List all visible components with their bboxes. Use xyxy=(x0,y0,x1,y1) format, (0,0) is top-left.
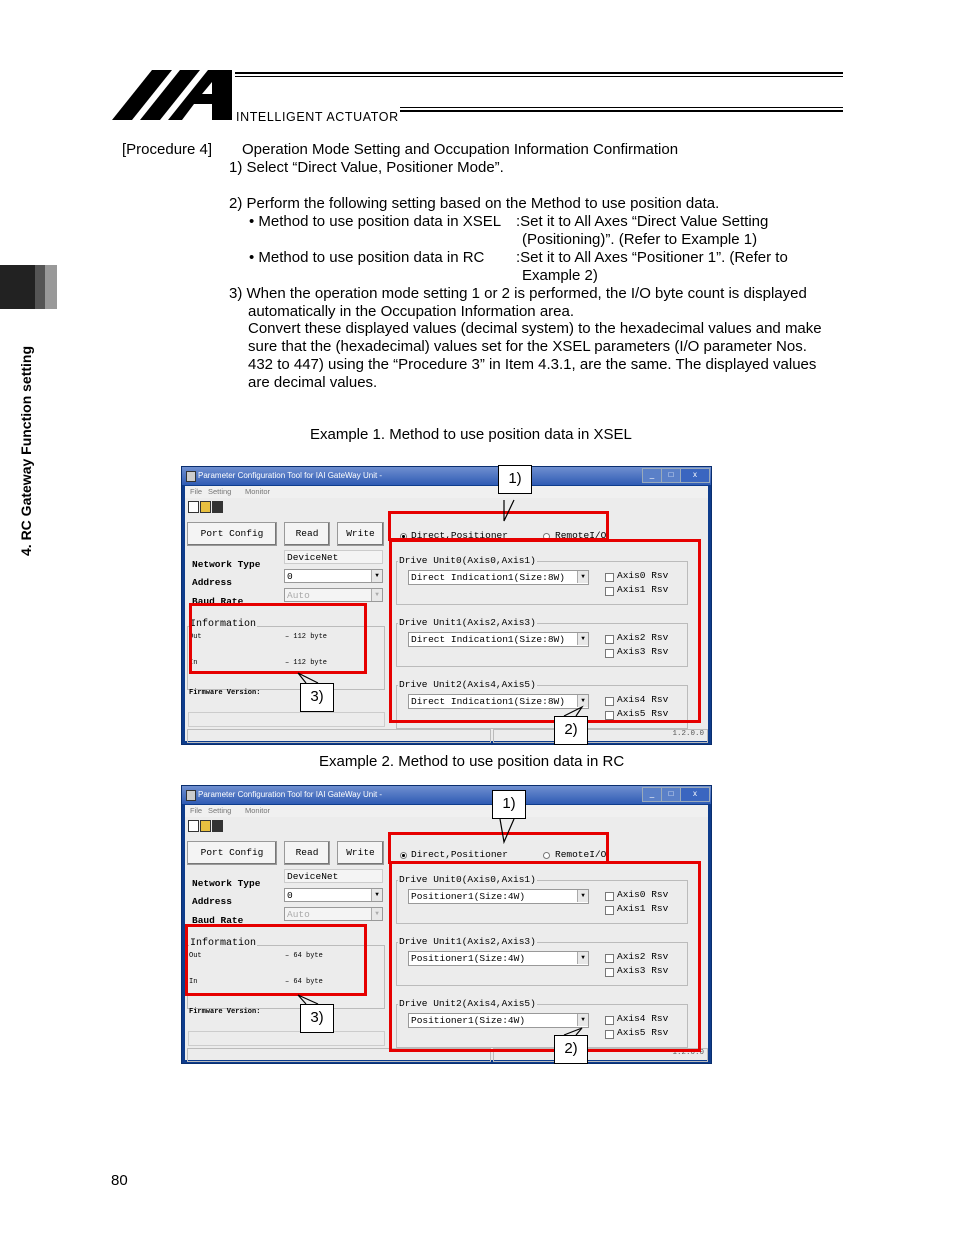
address-value: 0 xyxy=(287,890,293,901)
example-1-caption: Example 1. Method to use position data in XSEL xyxy=(310,426,632,443)
menu-monitor[interactable]: Monitor xyxy=(245,487,271,496)
port-config-button[interactable]: Port Config xyxy=(187,522,277,546)
in-label: In xyxy=(189,978,198,986)
drive-unit-label: Drive Unit2(Axis4,Axis5) xyxy=(399,679,536,690)
firmware-version-label: Firmware Version: xyxy=(189,1008,261,1016)
step-2: 2) Perform the following setting based on the Method to use position data. xyxy=(229,195,720,212)
open-folder-icon[interactable] xyxy=(200,501,211,513)
new-file-icon[interactable] xyxy=(188,820,199,832)
version-text: 1.2.0.0 xyxy=(672,1049,704,1057)
brand-name: INTELLIGENT ACTUATOR xyxy=(236,110,399,124)
iai-logo xyxy=(112,68,234,123)
axis-rsv-label: Axis5 Rsv xyxy=(617,1027,669,1038)
address-value: 0 xyxy=(287,571,293,582)
axis-rsv-label: Axis2 Rsv xyxy=(617,632,669,643)
chevron-down-icon: ▼ xyxy=(371,908,382,920)
chapter-tab xyxy=(0,265,35,309)
chevron-down-icon[interactable]: ▼ xyxy=(577,633,588,645)
save-icon[interactable] xyxy=(212,501,223,513)
menu-setting[interactable]: Setting xyxy=(208,487,232,496)
firmware-panel xyxy=(188,1031,385,1046)
menu-setting[interactable]: Setting xyxy=(208,806,232,815)
network-type-label: Network Type xyxy=(192,559,261,570)
out-label: Out xyxy=(189,952,202,960)
bullet-xsel: • Method to use position data in XSEL xyxy=(249,213,502,230)
chevron-down-icon[interactable]: ▼ xyxy=(577,1014,588,1026)
window-title-bar xyxy=(182,467,711,485)
chapter-tab-shade xyxy=(35,265,45,309)
address-select[interactable] xyxy=(284,888,383,902)
procedure-title: Operation Mode Setting and Occupation Information Confirmation xyxy=(242,141,679,158)
drive-unit-mode-value: Positioner1(Size:4W) xyxy=(411,891,526,902)
chapter-label: 4. RC Gateway Function setting xyxy=(18,345,34,556)
save-icon[interactable] xyxy=(212,820,223,832)
drive-unit-mode-value: Positioner1(Size:4W) xyxy=(411,953,526,964)
radio-remote-io-label: RemoteI/O xyxy=(555,849,607,860)
chevron-down-icon[interactable]: ▼ xyxy=(577,890,588,902)
baud-rate-select xyxy=(284,907,383,921)
highlight-drive-units xyxy=(389,861,701,1052)
bullet-rc: • Method to use position data in RC xyxy=(249,249,485,266)
chapter-tab-shade xyxy=(45,265,57,309)
step-3: 3) When the operation mode setting 1 or 2 is performed, the I/O byte count is displayed xyxy=(229,285,807,302)
baud-rate-label: Baud Rate xyxy=(192,915,244,926)
header-rule xyxy=(400,107,843,108)
baud-rate-select xyxy=(284,588,383,602)
open-folder-icon[interactable] xyxy=(200,820,211,832)
step-3-text: are decimal values. xyxy=(248,374,378,391)
chevron-down-icon[interactable]: ▼ xyxy=(371,570,382,582)
axis-rsv-label: Axis0 Rsv xyxy=(617,570,669,581)
out-byte-value: – 112 byte xyxy=(285,633,328,641)
chevron-down-icon[interactable]: ▼ xyxy=(577,695,588,707)
close-button[interactable]: x xyxy=(680,468,710,483)
step-3-text: automatically in the Occupation Information area. xyxy=(248,303,575,320)
in-byte-value: – 112 byte xyxy=(285,659,328,667)
port-config-button[interactable]: Port Config xyxy=(187,841,277,865)
chevron-down-icon[interactable]: ▼ xyxy=(577,952,588,964)
version-text: 1.2.0.0 xyxy=(672,730,704,738)
bullet-xsel-desc: (Positioning)”. (Refer to Example 1) xyxy=(522,231,758,248)
highlight-drive-units xyxy=(389,539,701,723)
in-label: In xyxy=(189,659,198,667)
drive-unit-mode-value: Direct Indication1(Size:8W) xyxy=(411,696,565,707)
firmware-panel xyxy=(188,712,385,727)
callout-1: 1) xyxy=(492,790,526,819)
drive-unit-label: Drive Unit0(Axis0,Axis1) xyxy=(399,555,536,566)
new-file-icon[interactable] xyxy=(188,501,199,513)
bullet-rc-desc: :Set it to All Axes “Positioner 1”. (Refer to xyxy=(516,249,788,266)
header-rule xyxy=(235,76,843,77)
step-1: 1) Select “Direct Value, Positioner Mode”. xyxy=(229,159,504,176)
firmware-version-label: Firmware Version: xyxy=(189,689,261,697)
highlight-information xyxy=(189,603,367,674)
chevron-down-icon: ▼ xyxy=(371,589,382,601)
read-button[interactable]: Read xyxy=(284,522,330,546)
page-number: 80 xyxy=(111,1172,128,1189)
in-byte-value: – 64 byte xyxy=(285,978,323,986)
drive-unit-label: Drive Unit1(Axis2,Axis3) xyxy=(399,617,536,628)
minimize-button[interactable]: _ xyxy=(642,468,662,483)
window-title-bar xyxy=(182,786,711,804)
step-3-text: sure that the (hexadecimal) values set for the XSEL parameters (I/O parameter Nos. xyxy=(248,338,807,355)
axis-rsv-label: Axis0 Rsv xyxy=(617,889,669,900)
menu-monitor[interactable]: Monitor xyxy=(245,806,271,815)
information-label: Information xyxy=(190,938,257,949)
baud-rate-value: Auto xyxy=(287,909,310,920)
highlight-mode-selection xyxy=(388,832,609,864)
baud-rate-label: Baud Rate xyxy=(192,596,244,607)
network-type-field: DeviceNet xyxy=(284,550,383,564)
drive-unit-mode-value: Direct Indication1(Size:8W) xyxy=(411,634,565,645)
step-3-text: Convert these displayed values (decimal system) to the hexadecimal values and make xyxy=(248,320,822,337)
callout-3: 3) xyxy=(300,683,334,712)
out-byte-value: – 64 byte xyxy=(285,952,323,960)
radio-direct-positioner-label: Direct,Positioner xyxy=(411,530,508,541)
axis-rsv-label: Axis4 Rsv xyxy=(617,1013,669,1024)
status-bar xyxy=(187,729,491,743)
read-button[interactable]: Read xyxy=(284,841,330,865)
bullet-rc-desc: Example 2) xyxy=(522,267,598,284)
network-type-label: Network Type xyxy=(192,878,261,889)
address-select[interactable] xyxy=(284,569,383,583)
maximize-button[interactable]: □ xyxy=(661,468,681,483)
radio-remote-io-label: RemoteI/O xyxy=(555,530,607,541)
write-button[interactable]: Write xyxy=(337,841,384,865)
highlight-mode-selection xyxy=(388,511,609,541)
address-label: Address xyxy=(192,896,232,907)
app-icon xyxy=(186,790,196,801)
axis-rsv-label: Axis5 Rsv xyxy=(617,708,669,719)
minimize-button[interactable]: _ xyxy=(642,787,662,802)
header-rule xyxy=(400,110,843,112)
menu-file[interactable]: File xyxy=(190,806,203,815)
procedure-label: [Procedure 4] xyxy=(122,141,213,158)
axis-rsv-label: Axis1 Rsv xyxy=(617,584,669,595)
maximize-button[interactable]: □ xyxy=(661,787,681,802)
example-2-screenshot xyxy=(181,785,712,1064)
example-2-caption: Example 2. Method to use position data in RC xyxy=(319,753,625,770)
bullet-xsel-desc: :Set it to All Axes “Direct Value Setting xyxy=(516,213,769,230)
chevron-down-icon[interactable]: ▼ xyxy=(577,571,588,583)
drive-unit-mode-value: Direct Indication1(Size:8W) xyxy=(411,572,565,583)
network-type-field: DeviceNet xyxy=(284,869,383,883)
header-rule xyxy=(235,72,843,74)
baud-rate-value: Auto xyxy=(287,590,310,601)
window-title: Parameter Configuration Tool for IAI GateWay Unit - xyxy=(198,790,383,799)
callout-1: 1) xyxy=(498,465,532,494)
app-icon xyxy=(186,471,196,482)
axis-rsv-label: Axis4 Rsv xyxy=(617,694,669,705)
axis-rsv-label: Axis3 Rsv xyxy=(617,965,669,976)
information-label: Information xyxy=(190,619,257,630)
write-button[interactable]: Write xyxy=(337,522,384,546)
radio-direct-positioner-label: Direct,Positioner xyxy=(411,849,508,860)
drive-unit-label: Drive Unit0(Axis0,Axis1) xyxy=(399,874,536,885)
axis-rsv-label: Axis1 Rsv xyxy=(617,903,669,914)
drive-unit-label: Drive Unit1(Axis2,Axis3) xyxy=(399,936,536,947)
callout-2: 2) xyxy=(554,716,588,745)
out-label: Out xyxy=(189,633,202,641)
window-title: Parameter Configuration Tool for IAI GateWay Unit - xyxy=(198,471,383,480)
axis-rsv-label: Axis3 Rsv xyxy=(617,646,669,657)
example-1-screenshot xyxy=(181,466,712,745)
drive-unit-mode-value: Positioner1(Size:4W) xyxy=(411,1015,526,1026)
menu-bar xyxy=(185,486,708,498)
menu-file[interactable]: File xyxy=(190,487,203,496)
step-3-text: 432 to 447) using the “Procedure 3” in Item 4.3.1, are the same. The displayed values xyxy=(248,356,817,373)
highlight-information xyxy=(185,924,367,996)
drive-unit-label: Drive Unit2(Axis4,Axis5) xyxy=(399,998,536,1009)
chevron-down-icon[interactable]: ▼ xyxy=(371,889,382,901)
address-label: Address xyxy=(192,577,232,588)
axis-rsv-label: Axis2 Rsv xyxy=(617,951,669,962)
menu-bar xyxy=(185,805,708,817)
close-button[interactable]: x xyxy=(680,787,710,802)
callout-3: 3) xyxy=(300,1004,334,1033)
callout-2: 2) xyxy=(554,1035,588,1064)
